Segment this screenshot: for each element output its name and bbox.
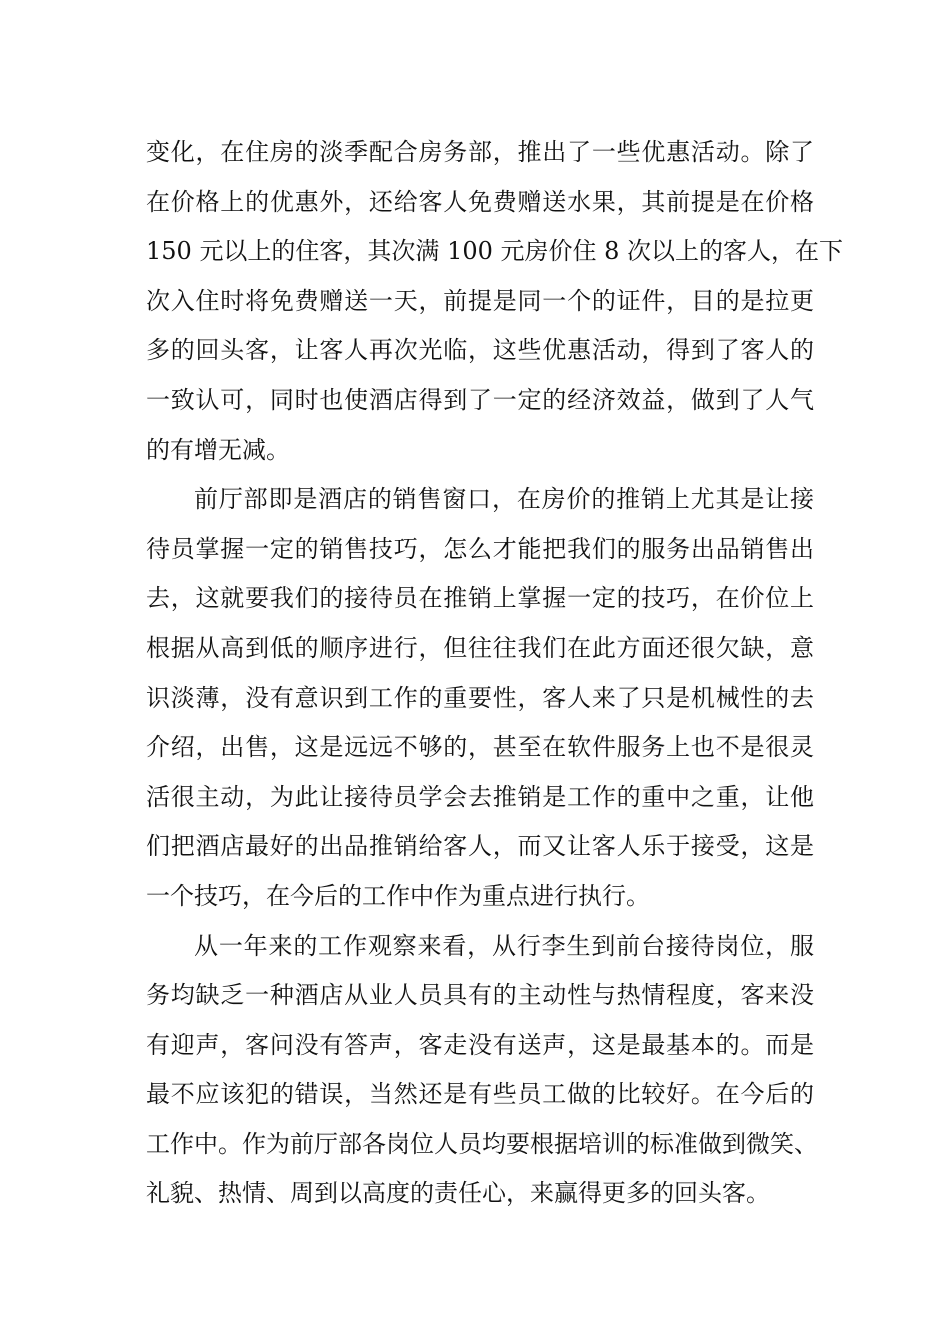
paragraph-sales-skills [146, 475, 814, 921]
text-line: 次入住时将免费赠送一天，前提是同一个的证件，目的是拉更 [146, 286, 814, 315]
text-line: 从一年来的工作观察来看，从行李生到前台接待岗位，服 [194, 931, 814, 960]
text-line: 的有增无减。 [146, 435, 290, 464]
text-line: 务均缺乏一种酒店从业人员具有的主动性与热情程度，客来没 [146, 981, 814, 1010]
text-line: 去，这就要我们的接待员在推销上掌握一定的技巧，在价位上 [146, 584, 814, 613]
text-line: 变化，在住房的淡季配合房务部，推出了一些优惠活动。除了 [146, 138, 814, 166]
text-line: 前厅部即是酒店的销售窗口，在房价的推销上尤其是让接 [194, 485, 814, 514]
text-line: 们把酒店最好的出品推销给客人，而又让客人乐于接受，这是 [146, 832, 814, 861]
text-line: 在价格上的优惠外，还给客人免费赠送水果，其前提是在价格 [146, 187, 814, 216]
text-line: 介绍，出售，这是远远不够的，甚至在软件服务上也不是很灵 [146, 733, 814, 762]
document-body [146, 128, 844, 1219]
text-line: 活很主动，为此让接待员学会去推销是工作的重中之重，让他 [146, 782, 814, 811]
text-line: 一个技巧，在今后的工作中作为重点进行执行。 [146, 881, 650, 910]
paragraph-promotions [146, 128, 844, 475]
text-line: 最不应该犯的错误，当然还是有些员工做的比较好。在今后的 [146, 1080, 814, 1109]
text-line: 工作中。作为前厅部各岗位人员均要根据培训的标准做到微笑、 [146, 1129, 818, 1158]
paragraph-service-observation [146, 922, 818, 1220]
text-line: 礼貌、热情、周到以高度的责任心，来赢得更多的回头客。 [146, 1179, 770, 1208]
text-line: 识淡薄，没有意识到工作的重要性，客人来了只是机械性的去 [146, 683, 814, 712]
text-line: 一致认可，同时也使酒店得到了一定的经济效益，做到了人气 [146, 385, 814, 414]
text-line: 待员掌握一定的销售技巧，怎么才能把我们的服务出品销售出 [146, 534, 814, 563]
text-line: 150 元以上的住客，其次满 100 元房价住 8 次以上的客人，在下 [146, 237, 844, 266]
text-line: 多的回头客，让客人再次光临，这些优惠活动，得到了客人的 [146, 336, 814, 365]
text-line: 有迎声，客问没有答声，客走没有送声，这是最基本的。而是 [146, 1030, 814, 1059]
text-line: 根据从高到低的顺序进行，但往往我们在此方面还很欠缺，意 [146, 633, 814, 662]
